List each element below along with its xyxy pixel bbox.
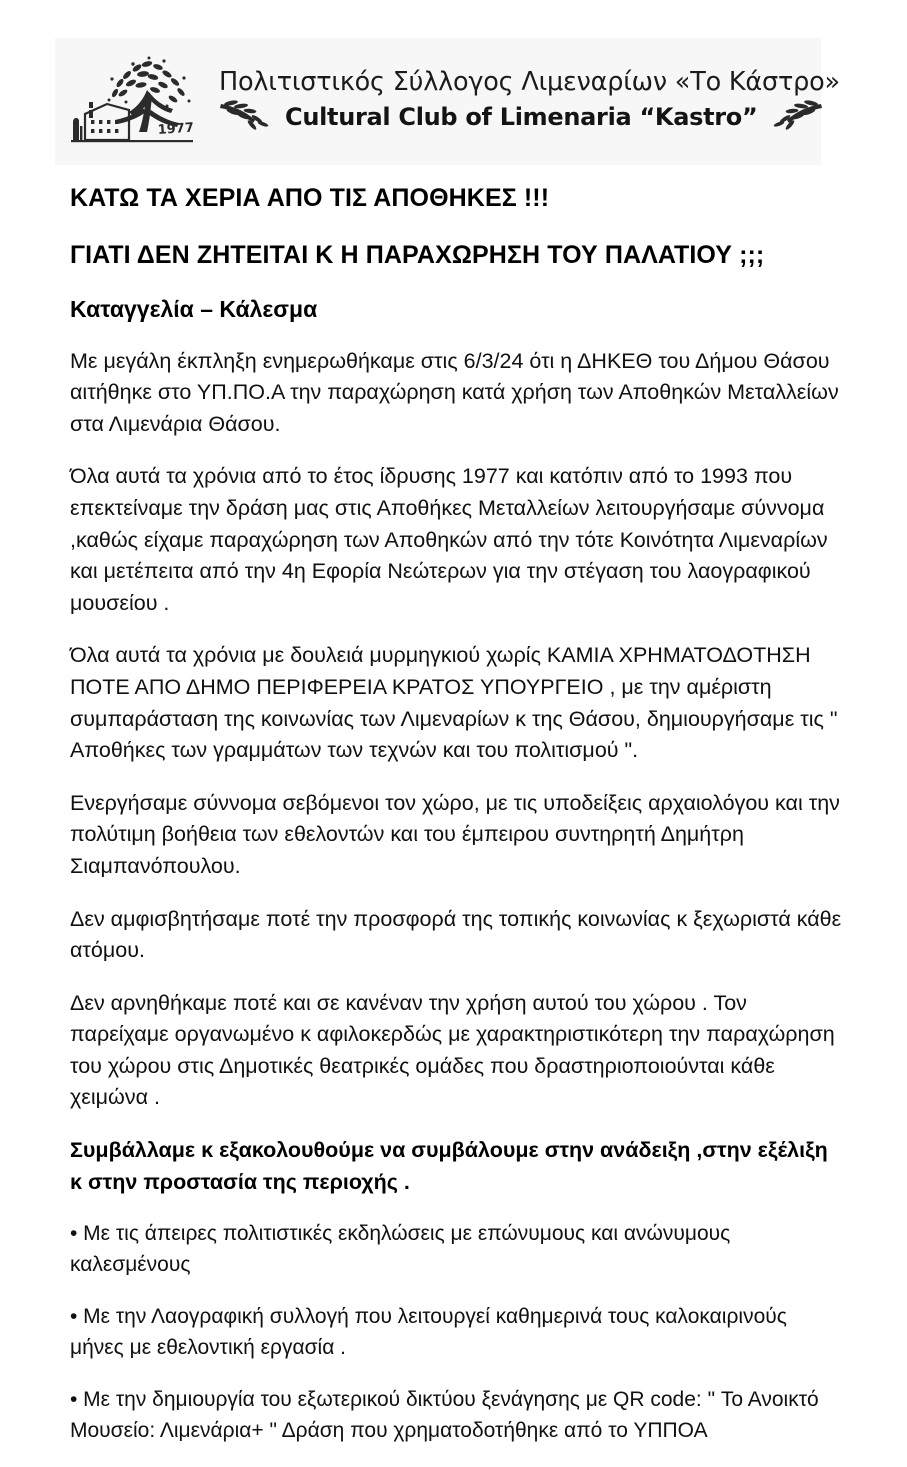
document-body [70, 183, 845, 1467]
club-emblem-building-olive-tree-logo [63, 52, 213, 152]
headline-primary: ΚΑΤΩ ΤΑ ΧΕΡΙΑ ΑΠΟ ΤΙΣ ΑΠΟΘΗΚΕΣ !!! [70, 184, 550, 212]
body-paragraph: Δεν αμφισβητήσαμε ποτέ την προσφορά της τοπικής κοινωνίας κ ξεχωριστά κάθε ατόμου. [70, 906, 842, 963]
list-item: • Με την Λαογραφική συλλογή που λειτουργεί καθημερινά τους καλοκαιρινούς μήνες με εθελοντική εργασία . [70, 1304, 787, 1359]
olive-branch-icon [761, 100, 823, 135]
body-paragraph: Δεν αρνηθήκαμε ποτέ και σε κανέναν την χρήση αυτού του χώρου . Τον παρείχαμε οργανωμένο κ αφιλοκερδώς με χαρακτηριστικότερη την παραχώρηση του χώρου στις Δημοτικές θεατρικές ομάδες που δραστηριοποιούνται κάθε χειμώνα . [70, 990, 835, 1110]
letterhead-banner [55, 38, 840, 165]
list-item: • Με τις άπειρες πολιτιστικές εκδηλώσεις με επώνυμους και ανώνυμους καλεσμένους [70, 1222, 731, 1277]
body-paragraph: Με μεγάλη έκπληξη ενημερωθήκαμε στις 6/3/24 ότι η ΔΗΚΕΘ του Δήμου Θάσου αιτήθηκε στο ΥΠ.ΠΟ.Α την παραχώρηση κατά χρήση των Αποθηκών Μεταλλείων στα Λιμενάρια Θάσου. [70, 348, 839, 436]
subtitle: Καταγγελία – Κάλεσμα [70, 296, 318, 322]
body-paragraph: Ενεργήσαμε σύννομα σεβόμενοι τον χώρο, με τις υποδείξεις αρχαιολόγου και την πολύτιμη βοήθεια των εθελοντών και του έμπειρου συντηρητή Δημήτρη Σιαμπανόπουλου. [70, 790, 840, 878]
body-paragraph: Όλα αυτά τα χρόνια με δουλειά μυρμηγκιού χωρίς ΚΑΜΙΑ ΧΡΗΜΑΤΟΔΟΤΗΣΗ ΠΟΤΕ ΑΠΟ ΔΗΜΟ ΠΕΡΙΦΕΡΕΙΑ ΚΡΑΤΟΣ ΥΠΟΥΡΓΕΙΟ , με την αμέριστη συμπαράσταση της κοινωνίας των Λιμεναρίων κ της Θάσου, δημιουργήσαμε τις " Αποθήκες των γραμμάτων των τεχνών και του πολιτισμού ". [70, 643, 838, 763]
body-paragraph: Όλα αυτά τα χρόνια από το έτος ίδρυσης 1977 και κατόπιν από το 1993 που επεκτείναμε την δράση μας στις Αποθήκες Μεταλλείων λειτουργήσαμε σύννομα ,καθώς είχαμε παραχώρηση των Αποθηκών από την τότε Κοινότητα Λιμεναρίων και μετέπειτα από την 4η Εφορία Νεώτερων για την στέγαση του λαογραφικού μουσείου . [70, 464, 828, 615]
org-name-english: Cultural Club of Limenaria “Kastro” [285, 103, 758, 132]
letterhead-text [213, 68, 844, 135]
body-paragraph-emphasis: Συμβάλλαμε κ εξακολουθούμε να συμβάλουμε στην ανάδειξη ,στην εξέλιξη κ στην προστασία της περιοχής . [70, 1138, 828, 1194]
headline-secondary: ΓΙΑΤΙ ΔΕΝ ΖΗΤΕΙΤΑΙ Κ Η ΠΑΡΑΧΩΡΗΣΗ ΤΟΥ ΠΑΛΑΤΙΟΥ ;;; [70, 241, 765, 269]
list-item: • Με την δημιουργία του εξωτερικού δικτύου ξενάγησης με QR code: " Το Ανοικτό Μουσείο: Λιμενάρια+ " Δράση που χρηματοδοτήθηκε από το ΥΠΠΟΑ [70, 1387, 819, 1442]
svg-text:1977: 1977 [157, 120, 195, 138]
org-name-greek: Πολιτιστικός Σύλλογος Λιμεναρίων «Το Κάστρο» [219, 67, 840, 98]
org-name-english-row [219, 100, 840, 135]
olive-branch-icon [219, 100, 281, 135]
